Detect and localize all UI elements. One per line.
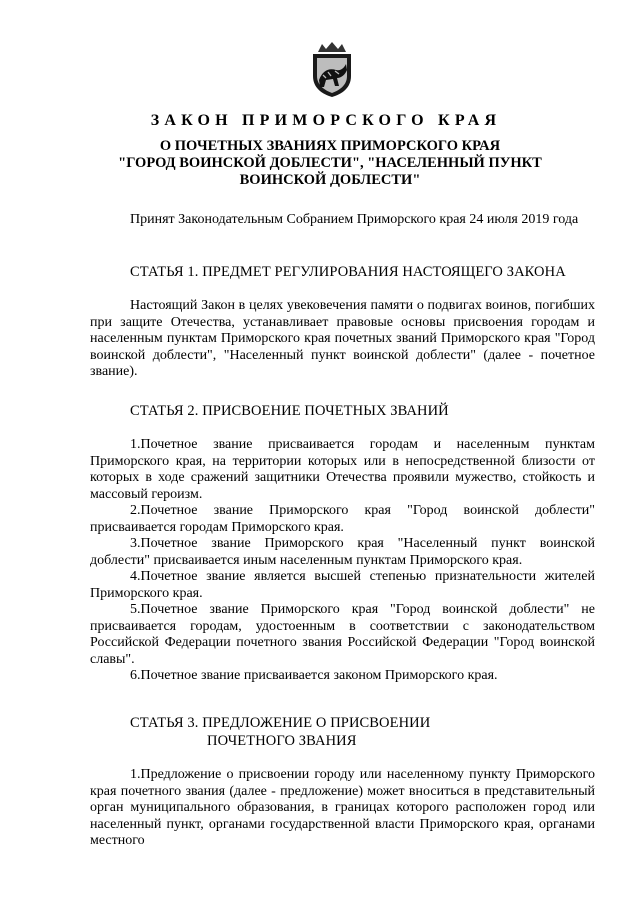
article-2-heading: СТАТЬЯ 2. ПРИСВОЕНИЕ ПОЧЕТНЫХ ЗВАНИЙ (130, 403, 449, 419)
article-2-item-4: 4.Почетное звание является высшей степенью признательности жителей Приморского края. (90, 569, 595, 601)
law-subtitle (110, 138, 550, 189)
article-3-text: 1.Предложение о присвоении городу или населенному пункту Приморского края почетного звания (далее - предложение) может вноситься в представительный орган муниципального образования, в границах которого расположен город или населенный пункт, органами государственной власти Приморского края, органами местного (90, 767, 595, 848)
law-title: ЗАКОН ПРИМОРСКОГО КРАЯ (150, 112, 502, 129)
article-2-item-2: 2.Почетное звание Приморского края "Город воинской доблести" присваивается городам Приморского края. (90, 503, 595, 535)
article-3-heading-line-2: ПОЧЕТНОГО ЗВАНИЯ (207, 733, 357, 749)
primorsky-krai-coat-of-arms-icon (309, 40, 355, 98)
article-2-item-6: 6.Почетное звание присваивается законом Приморского края. (130, 668, 498, 683)
subtitle-line: "ГОРОД ВОИНСКОЙ ДОБЛЕСТИ", "НАСЕЛЕННЫЙ ПУНКТ (118, 155, 542, 171)
article-1-text: Настоящий Закон в целях увековечения памяти о подвигах воинов, погибших при защите Отечества, устанавливает правовые основы присвоения городам и населенным пунктам Приморского края почетных званий Приморского края "Город воинской доблести", "Населенный пункт воинской доблести" (далее - почетное звание). (90, 298, 595, 379)
subtitle-line: ВОИНСКОЙ ДОБЛЕСТИ" (239, 172, 421, 188)
article-2-body (90, 437, 595, 685)
adoption-text: Принят Законодательным Собранием Приморского края 24 июля 2019 года (130, 212, 579, 227)
article-2-item-5: 5.Почетное звание Приморского края "Город воинской доблести" не присваивается городам, удостоенным в соответствии с законодательством Российской Федерации почетного звания Российской Федерации "Город воинской славы". (90, 602, 595, 667)
article-1-body (90, 298, 595, 381)
article-3-heading-line-1: СТАТЬЯ 3. ПРЕДЛОЖЕНИЕ О ПРИСВОЕНИИ (130, 715, 431, 731)
article-1-heading: СТАТЬЯ 1. ПРЕДМЕТ РЕГУЛИРОВАНИЯ НАСТОЯЩЕГО ЗАКОНА (130, 264, 566, 280)
adoption-note (90, 212, 595, 229)
article-3-body (90, 767, 595, 850)
article-2-item-3: 3.Почетное звание Приморского края "Населенный пункт воинской доблести" присваивается иным населенным пунктам Приморского края. (90, 536, 595, 568)
subtitle-line: О ПОЧЕТНЫХ ЗВАНИЯХ ПРИМОРСКОГО КРАЯ (159, 138, 501, 154)
article-2-item-1: 1.Почетное звание присваивается городам и населенным пунктам Приморского края, на территории которых или в непосредственной близости от которых в ходе сражений защитники Отечества проявили мужество, стойкость и массовый героизм. (90, 437, 595, 502)
article-3-heading (130, 714, 600, 750)
